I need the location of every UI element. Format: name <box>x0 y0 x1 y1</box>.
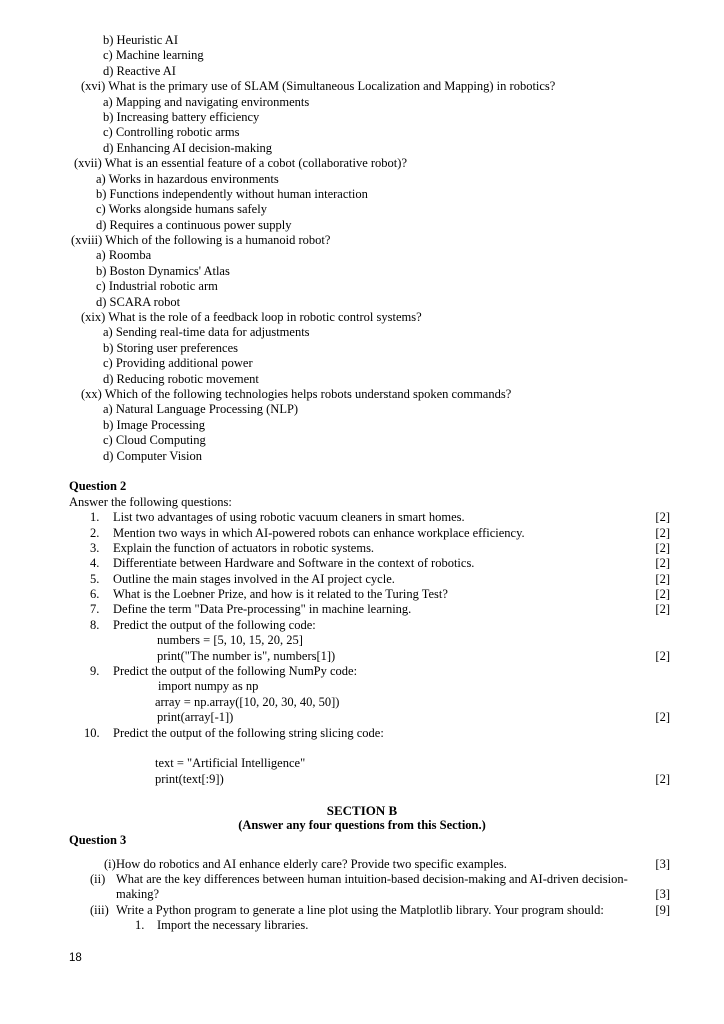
list-item <box>0 602 724 617</box>
sub-question <box>0 857 724 872</box>
question-xvi <box>0 79 724 94</box>
option: a) Roomba <box>96 248 152 263</box>
option: c) Industrial robotic arm <box>96 279 218 294</box>
item-number: 2. <box>90 525 100 540</box>
list-item <box>0 918 724 933</box>
question-xix <box>0 310 724 325</box>
question-text: What is the primary use of SLAM (Simultaneous Localization and Mapping) in robotics? <box>108 79 556 94</box>
item-number: 6. <box>90 587 100 602</box>
code-line-row <box>0 649 724 664</box>
marks: [9] <box>655 902 670 917</box>
option: a) Works in hazardous environments <box>96 171 279 186</box>
sub-question-number: (i) <box>104 856 116 871</box>
code-line: print(array[-1]) <box>157 710 234 725</box>
question-xx <box>0 387 724 402</box>
question-2-instruction: Answer the following questions: <box>69 494 232 509</box>
section-b-subtitle: (Answer any four questions from this Section.) <box>238 817 486 832</box>
option: b) Heuristic AI <box>103 33 178 47</box>
list-item <box>0 526 724 541</box>
question-xvii <box>0 156 724 171</box>
sub-question-text: How do robotics and AI enhance elderly care? Provide two specific examples. <box>116 856 507 871</box>
option: b) Storing user preferences <box>103 340 239 355</box>
marks: [3] <box>655 887 670 902</box>
marks: [2] <box>655 571 670 586</box>
sub-question <box>0 872 724 887</box>
item-number: 5. <box>90 571 100 586</box>
item-text: Predict the output of the following string slicing code: <box>113 725 384 740</box>
item-text: What is the Loebner Prize, and how is it related to the Turing Test? <box>113 587 448 602</box>
option: c) Works alongside humans safely <box>96 202 267 217</box>
code-line-row <box>0 772 724 787</box>
sub-question-number: (ii) <box>90 872 106 887</box>
marks: [2] <box>655 525 670 540</box>
question-2-list <box>0 510 724 787</box>
marks: [2] <box>655 540 670 555</box>
item-text: Explain the function of actuators in robotic systems. <box>113 540 375 555</box>
code-line: text = "Artificial Intelligence" <box>155 756 306 771</box>
option: c) Cloud Computing <box>103 433 206 448</box>
sub-question-text: making? <box>116 887 160 902</box>
code-line: numbers = [5, 10, 15, 20, 25] <box>157 633 303 648</box>
section-b-title: SECTION B <box>326 802 398 818</box>
option: c) Machine learning <box>103 48 204 63</box>
list-item <box>0 726 724 741</box>
sub-question-text: Write a Python program to generate a line plot using the Matplotlib library. Your program should: <box>116 902 604 917</box>
option: d) Computer Vision <box>103 448 203 463</box>
item-text: Define the term "Data Pre-processing" in machine learning. <box>113 602 412 617</box>
question-text: What is the role of a feedback loop in robotic control systems? <box>108 310 422 325</box>
sub-question-continuation <box>0 887 724 902</box>
item-number: 9. <box>90 664 100 679</box>
list-item <box>0 510 724 525</box>
item-number: 3. <box>90 540 100 555</box>
list-item <box>0 587 724 602</box>
question-3-title: Question 3 <box>69 833 127 848</box>
code-line: import numpy as np <box>158 679 259 694</box>
option: b) Functions independently without human interaction <box>96 186 368 201</box>
option: c) Controlling robotic arms <box>103 125 240 140</box>
option: a) Mapping and navigating environments <box>103 94 310 109</box>
option: b) Image Processing <box>103 417 206 432</box>
option: d) SCARA robot <box>96 294 181 309</box>
exam-page <box>0 33 724 934</box>
item-text: Mention two ways in which AI-powered robots can enhance workplace efficiency. <box>113 525 525 540</box>
marks: [2] <box>655 587 670 602</box>
list-item <box>0 556 724 571</box>
option: a) Sending real-time data for adjustments <box>103 325 310 340</box>
item-number: 8. <box>90 617 100 632</box>
option: b) Increasing battery efficiency <box>103 109 260 124</box>
item-number: 1. <box>90 510 100 525</box>
question-number: (xix) <box>81 310 106 325</box>
code-line: array = np.array([10, 20, 30, 40, 50]) <box>155 694 340 709</box>
code-line-row <box>0 710 724 725</box>
option: c) Providing additional power <box>103 356 253 371</box>
option: d) Requires a continuous power supply <box>96 217 292 232</box>
item-number: 7. <box>90 602 100 617</box>
marks: [2] <box>655 602 670 617</box>
question-text: What is an essential feature of a cobot (collaborative robot)? <box>104 156 407 171</box>
question-text: Which of the following technologies helps robots understand spoken commands? <box>104 386 512 401</box>
option: d) Reducing robotic movement <box>103 371 259 386</box>
item-text: List two advantages of using robotic vacuum cleaners in smart homes. <box>113 510 465 525</box>
list-item <box>0 541 724 556</box>
marks: [2] <box>655 556 670 571</box>
item-text: Predict the output of the following NumPy code: <box>113 664 358 679</box>
question-2-title: Question 2 <box>69 479 127 494</box>
question-xviii <box>0 233 724 248</box>
page-number: 18 <box>69 952 82 964</box>
option: d) Enhancing AI decision-making <box>103 140 273 155</box>
item-number: 10. <box>84 725 100 740</box>
question-number: (xvi) <box>81 79 106 94</box>
list-item <box>0 618 724 633</box>
option: b) Boston Dynamics' Atlas <box>96 263 230 278</box>
code-line: print(text[:9]) <box>155 771 224 786</box>
marks: [2] <box>655 710 670 725</box>
item-text: Predict the output of the following code: <box>113 617 316 632</box>
item-text: Differentiate between Hardware and Software in the context of robotics. <box>113 556 475 571</box>
option: a) Natural Language Processing (NLP) <box>103 402 299 417</box>
question-number: (xvii) <box>74 156 102 171</box>
code-line: print("The number is", numbers[1]) <box>157 648 336 663</box>
question-number: (xx) <box>81 386 102 401</box>
sub-question <box>0 903 724 918</box>
sub-question-number: (iii) <box>90 902 109 917</box>
marks: [2] <box>655 648 670 663</box>
option: d) Reactive AI <box>103 63 176 78</box>
item-number: 4. <box>90 556 100 571</box>
sub-question-text: What are the key differences between human intuition-based decision-making and AI-driven decision- <box>116 872 628 887</box>
item-number: 1. <box>135 918 145 933</box>
question-number: (xviii) <box>71 233 103 248</box>
question-text: Which of the following is a humanoid robot? <box>105 233 331 248</box>
marks: [3] <box>655 856 670 871</box>
item-text: Outline the main stages involved in the AI project cycle. <box>113 571 395 586</box>
list-item <box>0 664 724 679</box>
list-item <box>0 572 724 587</box>
item-text: Import the necessary libraries. <box>157 918 309 933</box>
marks: [2] <box>655 510 670 525</box>
marks: [2] <box>655 771 670 786</box>
